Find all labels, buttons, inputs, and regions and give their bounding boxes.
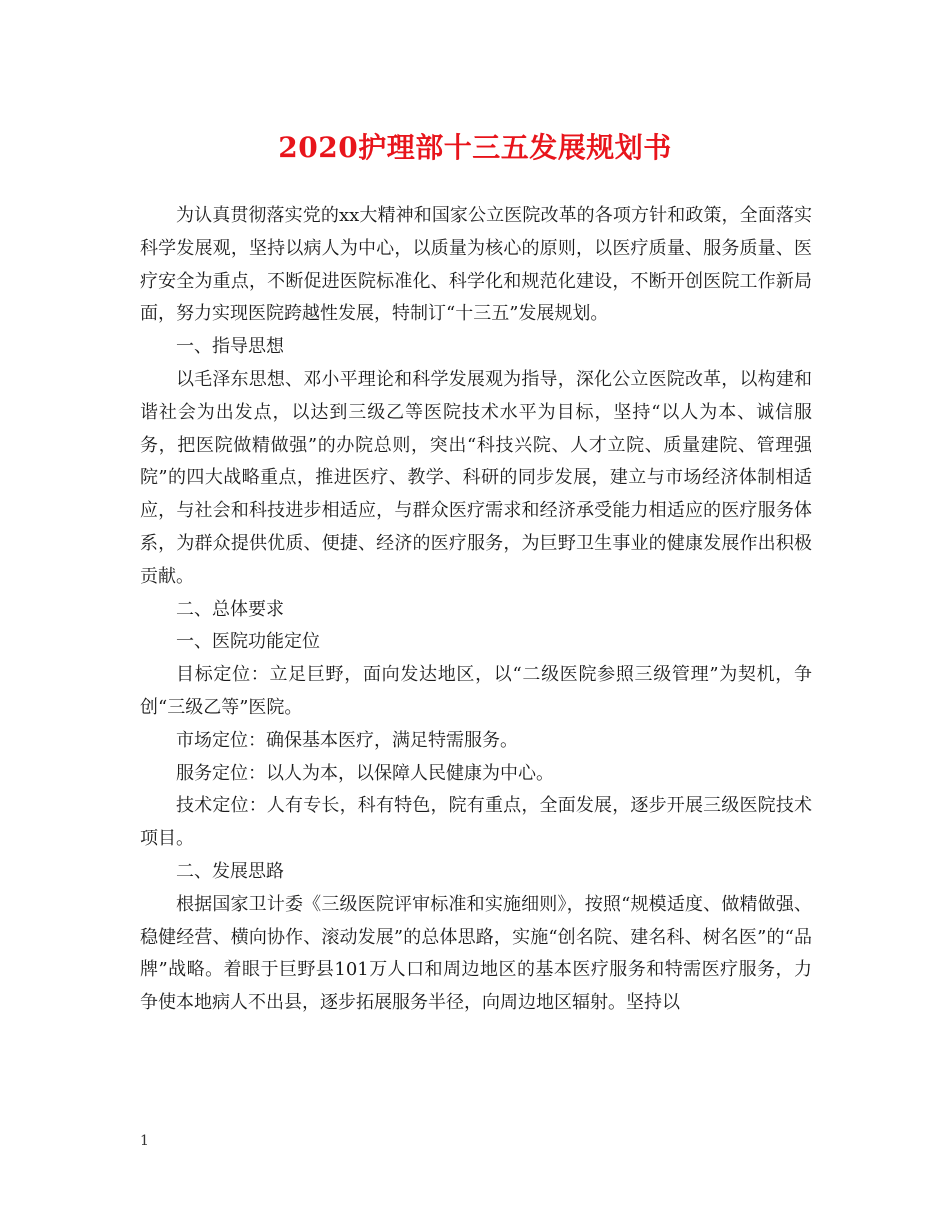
- paragraph-target-positioning: 目标定位：立足巨野，面向发达地区，以“二级医院参照三级管理”为契机，争创“三级乙等”医院。: [140, 664, 812, 718]
- heading-hospital-positioning: 一、医院功能定位: [176, 631, 320, 653]
- paragraph-development-approach: 根据国家卫计委《三级医院评审标准和实施细则》，按照“规模适度、做精做强、稳健经营、横向协作、滚动发展”的总体思路，实施“创名院、建名科、树名医”的“品牌”战略。着眼于巨野县101万人口和周边地区的基本医疗服务和特需医疗服务，力争使本地病人不出县，逐步拓展服务半径，向周边地区辐射。坚持以: [140, 893, 812, 1014]
- heading-development-approach: 二、发展思路: [176, 860, 284, 882]
- paragraph-guiding-ideology: 以毛泽东思想、邓小平理论和科学发展观为指导，深化公立医院改革，以构建和谐社会为出发点，以达到三级乙等医院技术水平为目标，坚持“以人为本、诚信服务，把医院做精做强”的办院总则，突出“科技兴院、人才立院、质量建院、管理强院”的四大战略重点，推进医疗、教学、科研的同步发展，建立与市场经济体制相适应，与社会和科技进步相适应，与群众医疗需求和经济承受能力相适应的医疗服务体系，为群众提供优质、便捷、经济的医疗服务，为巨野卫生事业的健康发展作出积极贡献。: [140, 368, 812, 587]
- paragraph-market-positioning: 市场定位：确保基本医疗，满足特需服务。: [176, 729, 518, 751]
- paragraph-technical-positioning: 技术定位：人有专长，科有特色，院有重点，全面发展，逐步开展三级医院技术项目。: [140, 795, 812, 850]
- document-title: 2020护理部十三五发展规划书: [278, 131, 672, 164]
- heading-guiding-ideology: 一、指导思想: [176, 336, 284, 358]
- page-number: 1: [140, 1133, 149, 1149]
- document-body: [140, 200, 812, 1020]
- paragraph-service-positioning: 服务定位：以人为本，以保障人民健康为中心。: [176, 762, 554, 784]
- heading-overall-requirements: 二、总体要求: [176, 598, 284, 620]
- paragraph-intro: 为认真贯彻落实党的xx大精神和国家公立医院改革的各项方针和政策，全面落实科学发展观，坚持以病人为中心，以质量为核心的原则，以医疗质量、服务质量、医疗安全为重点，不断促进医院标准化、科学化和规范化建设，不断开创医院工作新局面，努力实现医院跨越性发展，特制订“十三五”发展规划。: [140, 205, 812, 325]
